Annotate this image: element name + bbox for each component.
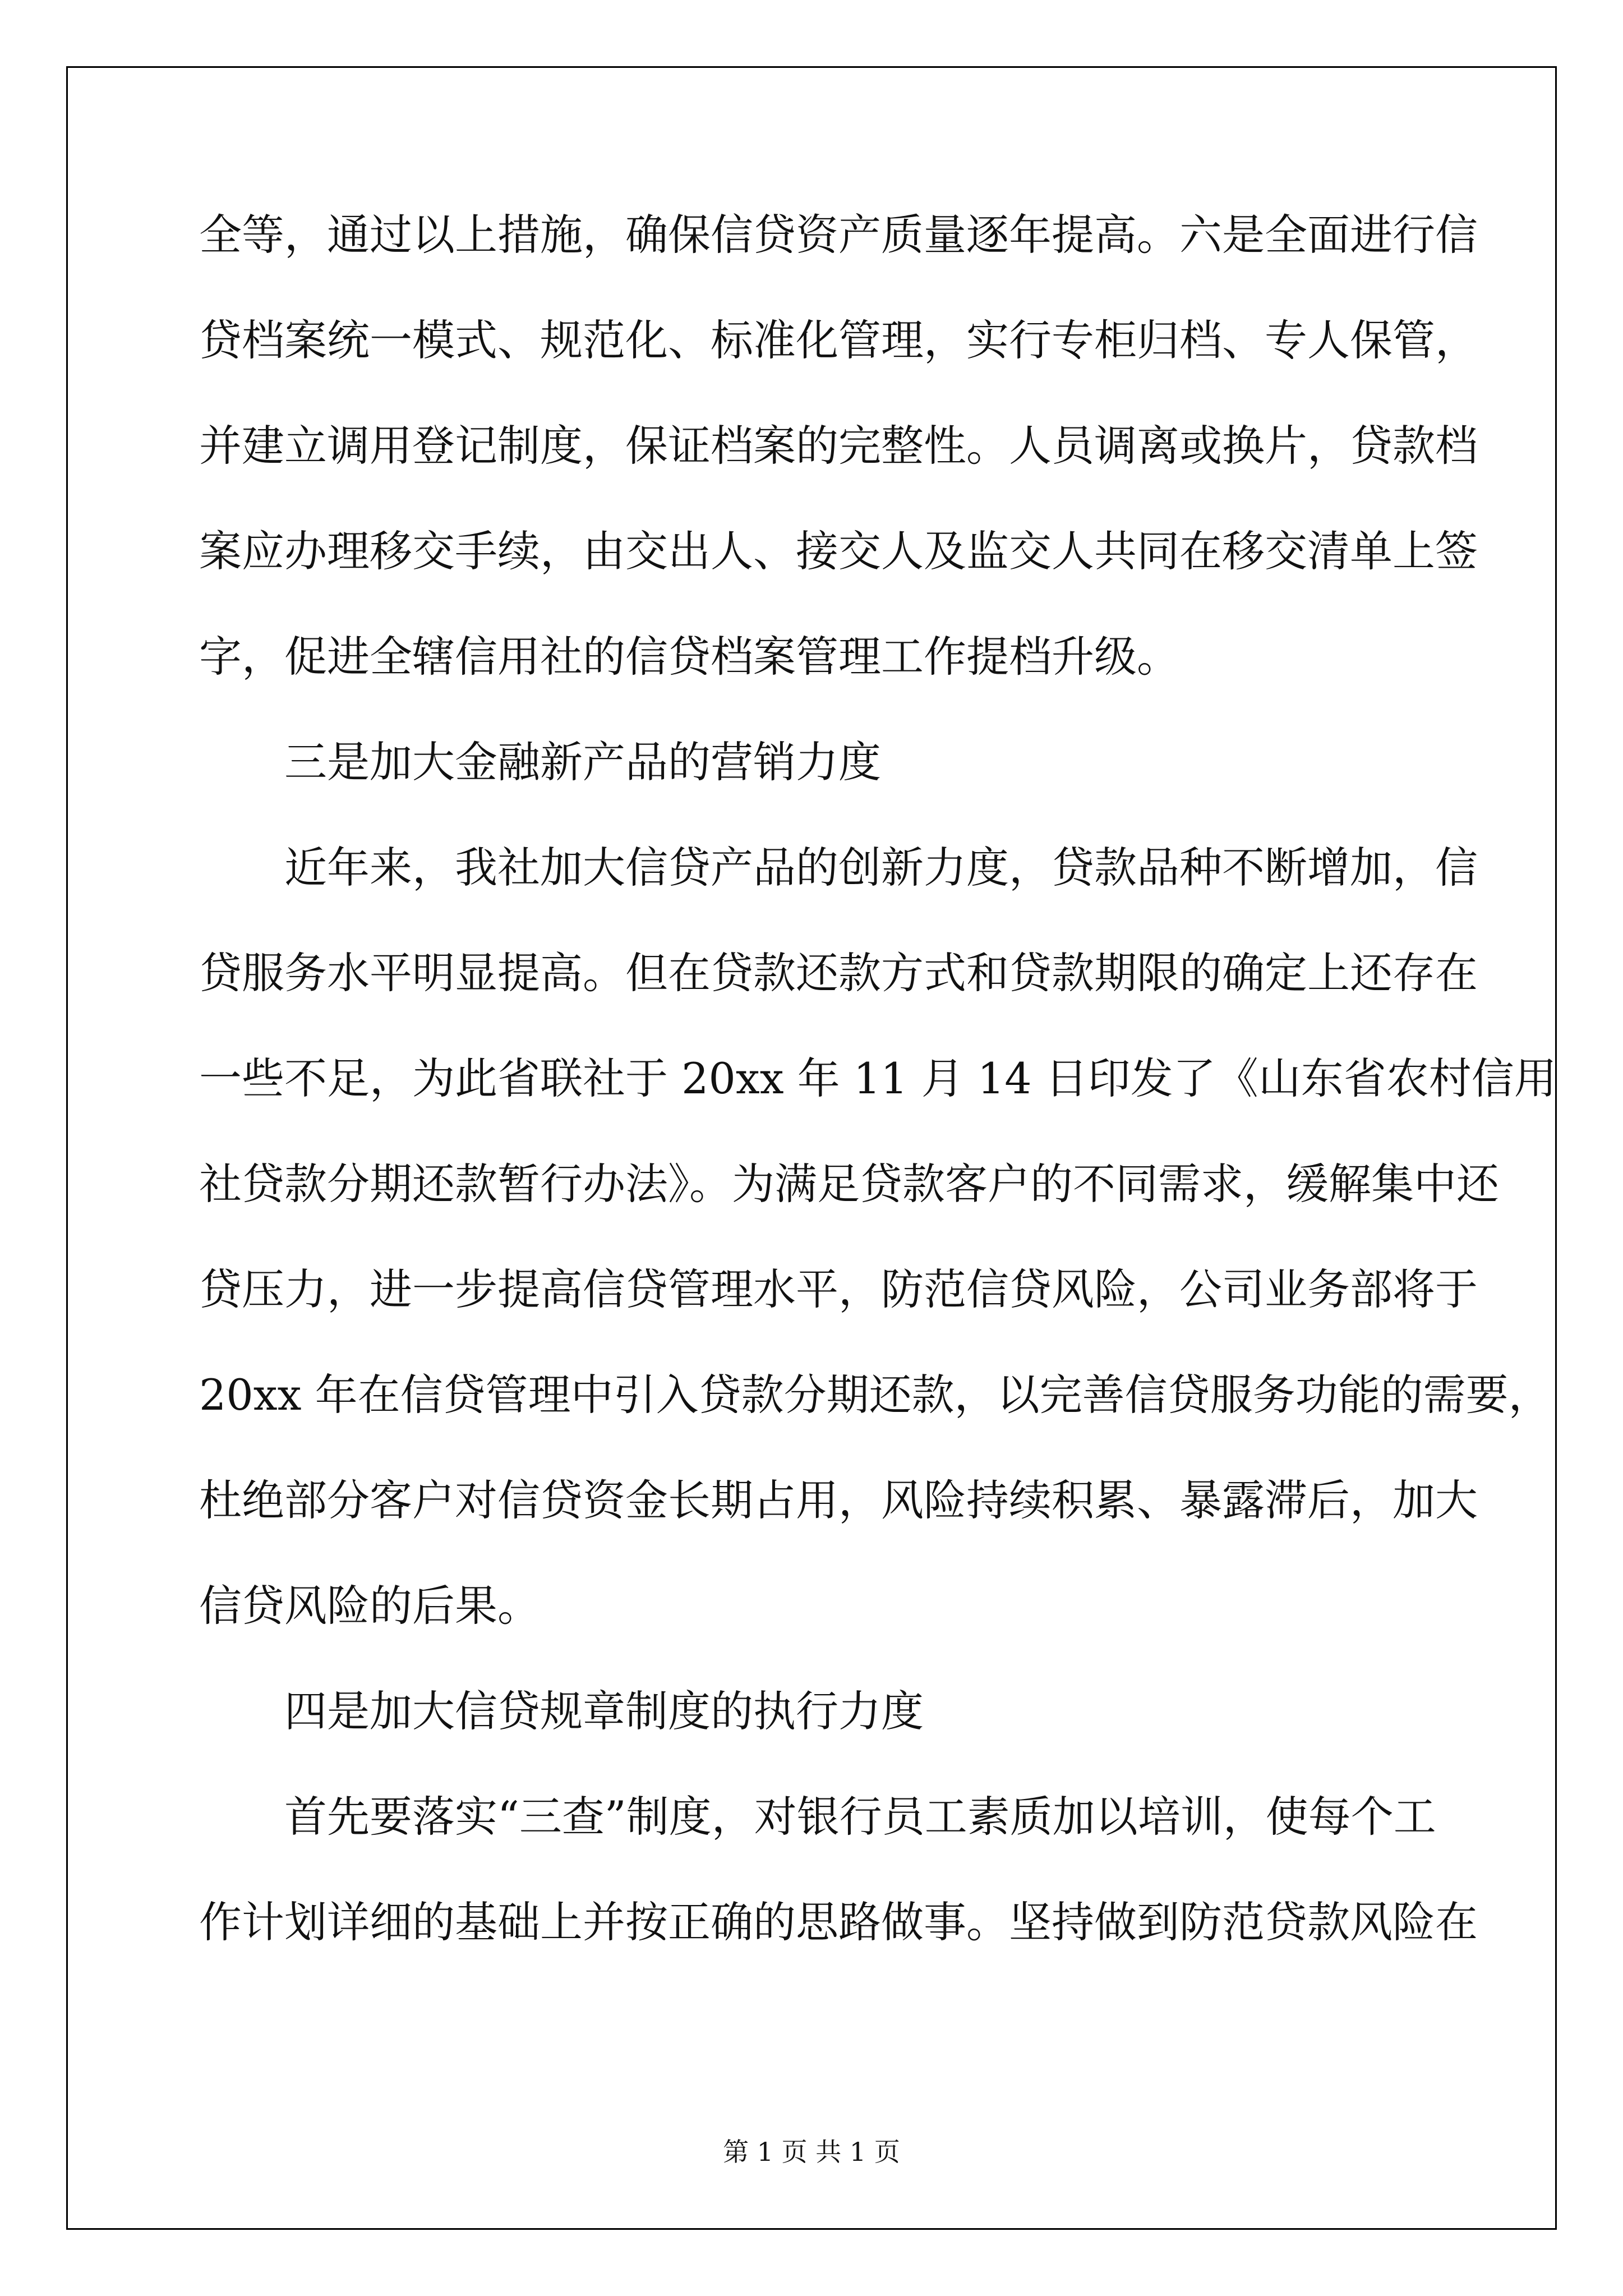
text-line: 杜绝部分客户对信贷资金长期占用，风险持续积累、暴露滞后，加大 bbox=[199, 1475, 1478, 1525]
text-line: 20xx 年在信贷管理中引入贷款分期还款，以完善信贷服务功能的需要， bbox=[199, 1370, 1551, 1420]
text-line: 信贷风险的后果。 bbox=[199, 1581, 540, 1631]
text-line: 字，促进全辖信用社的信贷档案管理工作提档升级。 bbox=[199, 632, 1179, 682]
text-line: 首先要落实“三查”制度，对银行员工素质加以培训，使每个工 bbox=[284, 1792, 1436, 1842]
text-line: 社贷款分期还款暂行办法》。为满足贷款客户的不同需求，缓解集中还 bbox=[199, 1159, 1499, 1209]
text-line: 全等，通过以上措施，确保信贷资产质量逐年提高。六是全面进行信 bbox=[199, 210, 1478, 260]
text-line: 近年来，我社加大信贷产品的创新力度，贷款品种不断增加，信 bbox=[284, 843, 1478, 892]
text-line: 一些不足，为此省联社于 20xx 年 11 月 14 日印发了《山东省农村信用 bbox=[199, 1053, 1557, 1103]
text-line: 案应办理移交手续，由交出人、接交人及监交人共同在移交清单上签 bbox=[199, 526, 1478, 576]
text-line: 并建立调用登记制度，保证档案的完整性。人员调离或换片，贷款档 bbox=[199, 421, 1478, 471]
text-line: 贷压力，进一步提高信贷管理水平，防范信贷风险，公司业务部将于 bbox=[199, 1264, 1478, 1314]
section-heading: 四是加大信贷规章制度的执行力度 bbox=[284, 1686, 924, 1736]
page-footer: 第 1 页 共 1 页 bbox=[723, 2137, 900, 2167]
section-heading: 三是加大金融新产品的营销力度 bbox=[284, 737, 881, 787]
text-line: 贷服务水平明显提高。但在贷款还款方式和贷款期限的确定上还存在 bbox=[199, 948, 1478, 998]
text-line: 作计划详细的基础上并按正确的思路做事。坚持做到防范贷款风险在 bbox=[199, 1897, 1478, 1947]
text-line: 贷档案统一模式、规范化、标准化管理，实行专柜归档、专人保管， bbox=[199, 315, 1478, 365]
